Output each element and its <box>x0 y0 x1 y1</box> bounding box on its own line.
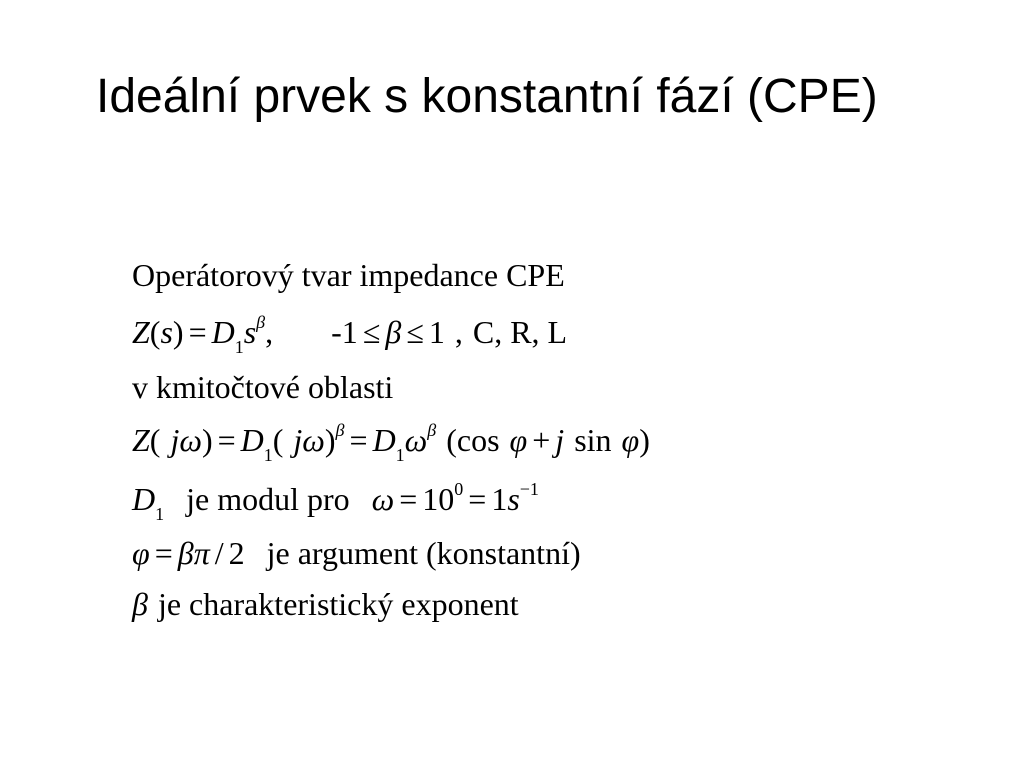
cpe-operator-equation: $Z(s) = D_1s^\beta$, -1 ≤ β ≤ 1 , C, R, L <box>132 312 568 357</box>
modulus-definition: $D_1$ je modul pro $\omega = 10^0 = 1s^{-1}$ <box>132 479 539 524</box>
frequency-domain-heading: v kmitočtové oblasti <box>132 369 394 405</box>
argument-definition: φ = βπ / 2 je argument (konstantní) <box>132 535 581 571</box>
slide-title: Ideální prvek s konstantní fází (CPE) <box>96 70 878 123</box>
exponent-definition: β je charakteristický exponent <box>132 586 519 622</box>
operator-form-heading: Operátorový tvar impedance CPE <box>132 257 565 293</box>
frequency-domain-equation: Z( $j\omega) = D_1$( $j\omega)^\beta = D_1\omega^\beta$ (cos φ + j sin φ) <box>132 420 650 465</box>
